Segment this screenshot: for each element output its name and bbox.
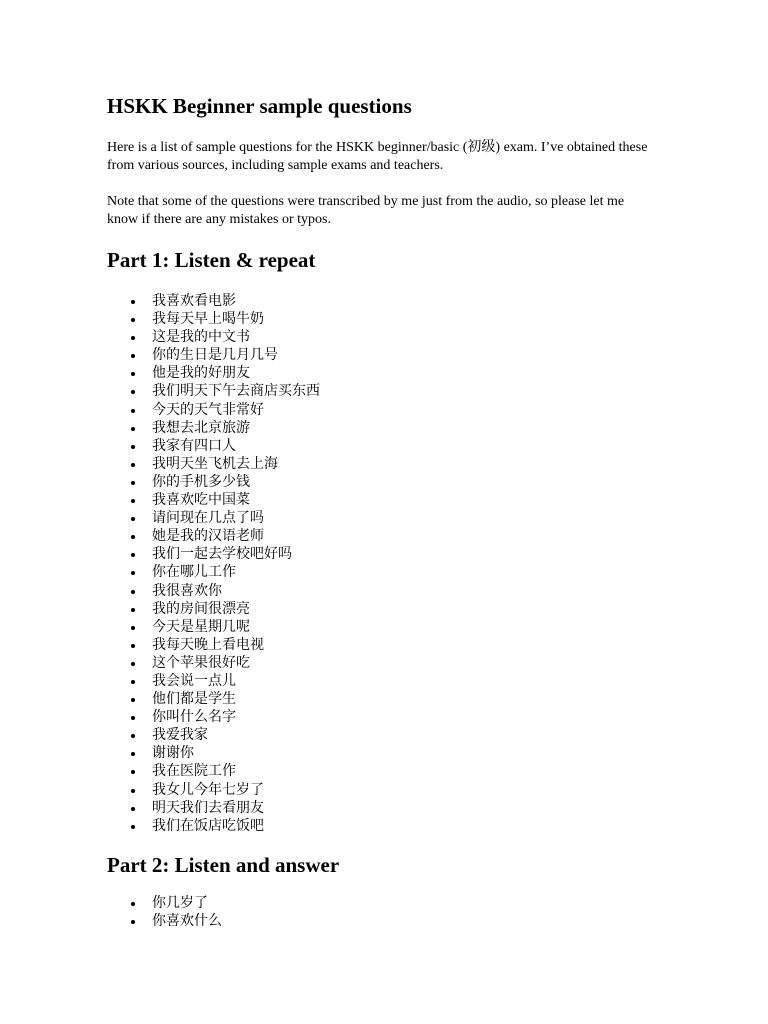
- list-item: 你叫什么名字: [152, 709, 652, 727]
- list-item: 她是我的汉语老师: [152, 528, 652, 546]
- list-item: 我爱我家: [152, 727, 652, 745]
- list-item: 明天我们去看朋友: [152, 800, 652, 818]
- list-item: 他们都是学生: [152, 691, 652, 709]
- list-item: 你的手机多少钱: [152, 474, 652, 492]
- list-item: 你几岁了: [152, 895, 652, 913]
- list-item: 我喜欢看电影: [152, 293, 652, 311]
- list-item: 我每天早上喝牛奶: [152, 311, 652, 329]
- list-item: 你的生日是几月几号: [152, 347, 652, 365]
- list-item: 我每天晚上看电视: [152, 637, 652, 655]
- list-item: 这是我的中文书: [152, 329, 652, 347]
- part2-question-list: [107, 895, 652, 931]
- list-item: 我在医院工作: [152, 763, 652, 781]
- list-item: 我想去北京旅游: [152, 420, 652, 438]
- list-item: 我喜欢吃中国菜: [152, 492, 652, 510]
- list-item: 我很喜欢你: [152, 583, 652, 601]
- list-item: 他是我的好朋友: [152, 365, 652, 383]
- list-item: 今天是星期几呢: [152, 619, 652, 637]
- list-item: 我们明天下午去商店买东西: [152, 383, 652, 401]
- list-item: 我的房间很漂亮: [152, 601, 652, 619]
- section-heading-part1: Part 1: Listen & repeat: [107, 248, 316, 272]
- list-item: 我明天坐飞机去上海: [152, 456, 652, 474]
- part1-question-list: [107, 293, 652, 836]
- intro-paragraph-2: Note that some of the questions were transcribed by me just from the audio, so please let me know if there are any mistakes or typos.: [107, 194, 625, 227]
- list-item: 你喜欢什么: [152, 913, 652, 931]
- list-item: 我女儿今年七岁了: [152, 782, 652, 800]
- page-title: HSKK Beginner sample questions: [107, 94, 412, 118]
- list-item: 我们一起去学校吧好吗: [152, 546, 652, 564]
- list-item: 谢谢你: [152, 745, 652, 763]
- list-item: 你在哪儿工作: [152, 564, 652, 582]
- section-heading-part2: Part 2: Listen and answer: [107, 852, 340, 877]
- list-item: 请问现在几点了吗: [152, 510, 652, 528]
- list-item: 今天的天气非常好: [152, 402, 652, 420]
- list-item: 我会说一点儿: [152, 673, 652, 691]
- list-item: 我们在饭店吃饭吧: [152, 818, 652, 836]
- intro-paragraph-1: Here is a list of sample questions for the HSKK beginner/basic (初级) exam. I’ve obtained these from various sources, including sample exams and teachers.: [107, 140, 648, 173]
- list-item: 我家有四口人: [152, 438, 652, 456]
- list-item: 这个苹果很好吃: [152, 655, 652, 673]
